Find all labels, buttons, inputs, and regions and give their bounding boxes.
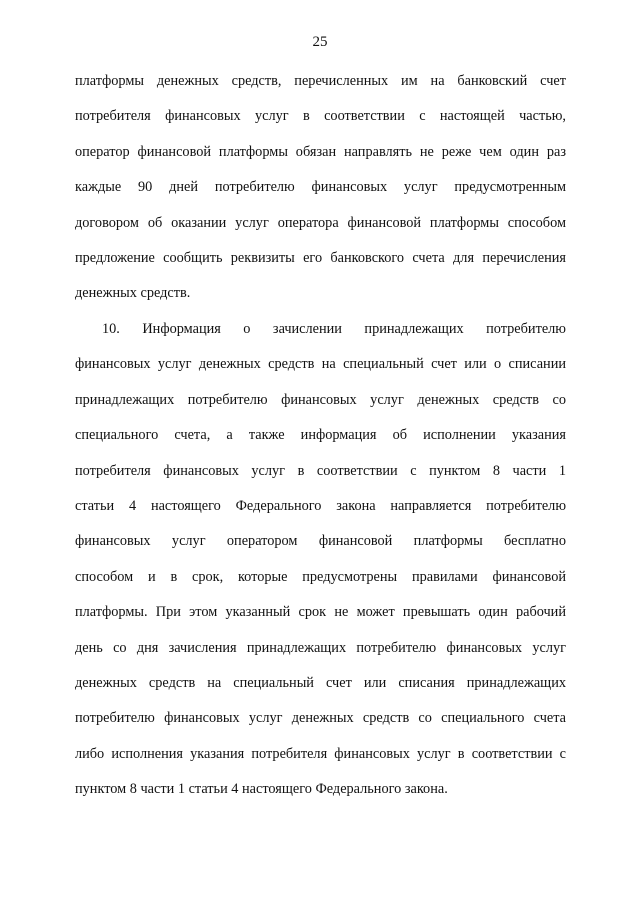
text-line: способом и в срок, которые предусмотрены правилами финансовой [75, 568, 566, 585]
text-line: потребителя финансовых услуг в соответствии с настоящей частью, [75, 108, 566, 125]
text-line: потребителя финансовых услуг в соответствии с пунктом 8 части 1 [75, 462, 566, 479]
text-line: финансовых услуг денежных средств на специальный счет или о списании [75, 356, 566, 373]
text-line: оператор финансовой платформы обязан направлять не реже чем один раз [75, 143, 566, 160]
text-line: пунктом 8 части 1 статьи 4 настоящего Федерального закона. [75, 781, 448, 798]
text-line: финансовых услуг оператором финансовой платформы бесплатно [75, 533, 566, 550]
text-line: денежных средств. [75, 285, 191, 302]
text-line: договором об оказании услуг оператора финансовой платформы способом [75, 214, 566, 231]
text-line: либо исполнения указания потребителя финансовых услуг в соответствии с [75, 745, 566, 762]
paragraph-continuation [75, 70, 566, 318]
page-number: 25 [312, 34, 328, 50]
text-line: платформы денежных средств, перечисленных им на банковский счет [75, 73, 566, 89]
text-line: день со дня зачисления принадлежащих потребителю финансовых услуг [75, 639, 566, 656]
text-line: предложение сообщить реквизиты его банковского счета для перечисления [75, 249, 566, 266]
text-line: статьи 4 настоящего Федерального закона направляется потребителю [75, 497, 566, 514]
paragraph-10 [75, 318, 566, 813]
text-line: денежных средств на специальный счет или списания принадлежащих [75, 674, 566, 691]
text-line: 10. Информация о зачислении принадлежащих потребителю [102, 321, 566, 337]
text-line: каждые 90 дней потребителю финансовых услуг предусмотренным [75, 179, 566, 196]
text-line: платформы. При этом указанный срок не может превышать один рабочий [75, 604, 566, 621]
text-line: специального счета, а также информация об исполнении указания [75, 427, 566, 444]
text-line: принадлежащих потребителю финансовых услуг денежных средств со [75, 391, 566, 408]
text-line: потребителю финансовых услуг денежных средств со специального счета [75, 710, 566, 727]
